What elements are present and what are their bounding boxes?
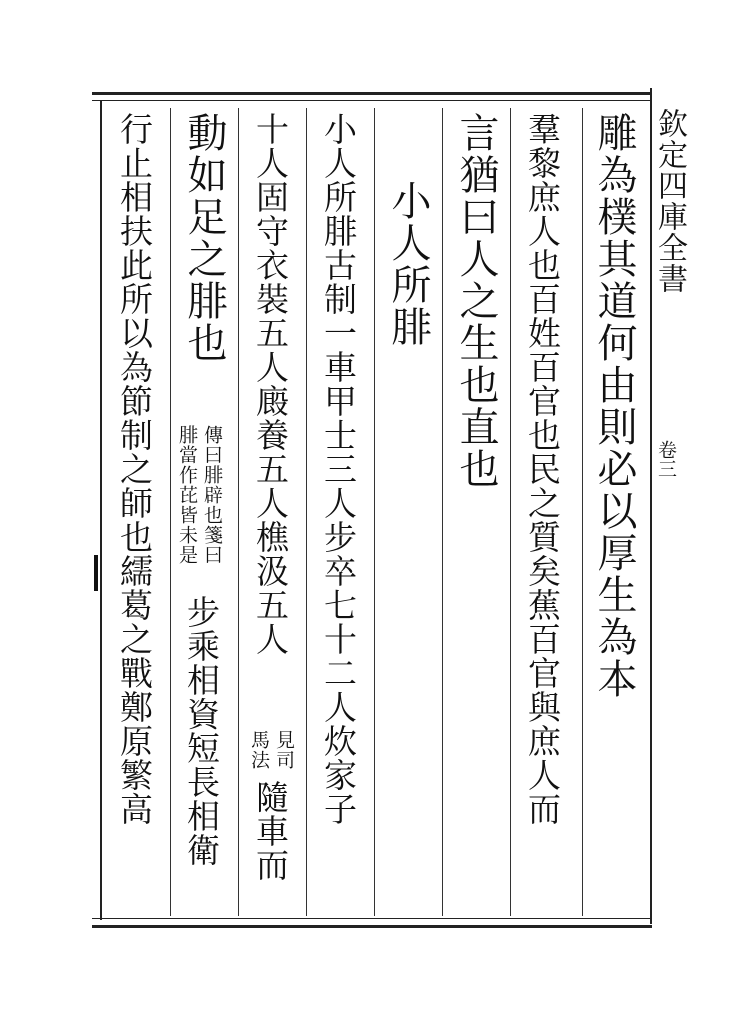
note-line: 見司 <box>273 730 295 770</box>
bottom-border-thin <box>92 918 652 919</box>
text-column-6-tail: 隨車而 <box>251 780 290 882</box>
text-column-7-head: 動如足之腓也 <box>181 112 227 364</box>
text-column-2: 羣黎庶人也百姓百官也民之質矣蕉百官與庶人而 <box>523 112 562 826</box>
bottom-border-thick <box>92 925 652 928</box>
text-column-5: 小人所腓古制一車甲士三人步卒七十二人炊家子 <box>319 112 358 826</box>
note-line: 傳曰腓辟也箋曰 <box>201 425 223 565</box>
book-title: 欽定四庫全書 <box>652 108 687 294</box>
text-column-8: 行止相扶此所以為節制之師也繻葛之戰鄭原繁高 <box>115 112 154 826</box>
column-6-note <box>248 730 295 770</box>
text-column-7-tail: 步乘相資短長相衛 <box>182 595 221 867</box>
text-column-4: 小人所腓 <box>385 180 431 348</box>
text-column-1: 雕為樸其道何由則必以厚生為本 <box>591 112 637 700</box>
note-line: 腓當作芘皆未是 <box>176 425 198 565</box>
text-column-3: 言猶曰人之生也直也 <box>453 112 499 490</box>
text-column-6-main: 十人固守衣裝五人廄養五人樵汲五人 <box>251 112 290 656</box>
top-border-thick <box>92 92 652 95</box>
note-line: 馬法 <box>248 730 270 770</box>
column-7-note <box>176 425 223 565</box>
volume-label: 卷三 <box>655 440 677 478</box>
top-border-thin <box>92 100 652 101</box>
